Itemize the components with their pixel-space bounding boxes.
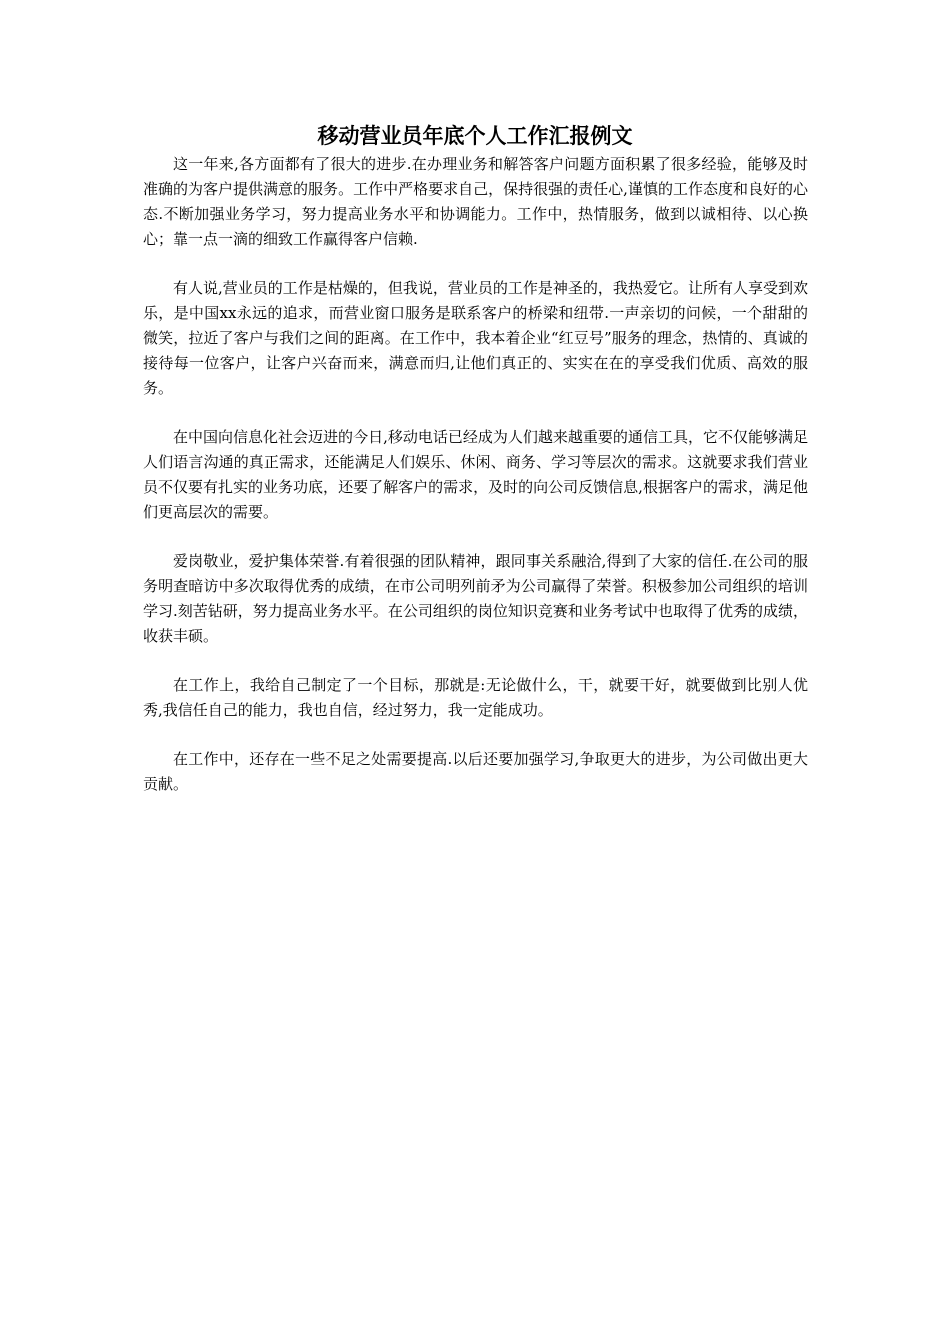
- paragraph-3: 在中国向信息化社会迈进的今日,移动电话已经成为人们越来越重要的通信工具，它不仅能够满足人们语言沟通的真正需求，还能满足人们娱乐、休闲、商务、学习等层次的需求。这就要求我们营业员不仅要有扎实的业务功底，还要了解客户的需求，及时的向公司反馈信息,根据客户的需求，满足他们更高层次的需要。: [143, 428, 808, 521]
- paragraph-1: 这一年来,各方面都有了很大的进步.在办理业务和解答客户问题方面积累了很多经验，能够及时准确的为客户提供满意的服务。工作中严格要求自己，保持很强的责任心,谨慎的工作态度和良好的心态.不断加强业务学习，努力提高业务水平和协调能力。工作中，热情服务，做到以诚相待、以心换心；靠一点一滴的细致工作赢得客户信赖.: [143, 155, 808, 248]
- paragraph-5: 在工作上，我给自己制定了一个目标，那就是:无论做什么，干，就要干好，就要做到比别人优秀,我信任自己的能力，我也自信，经过努力，我一定能成功。: [143, 676, 808, 719]
- paragraph-2: 有人说,营业员的工作是枯燥的，但我说，营业员的工作是神圣的，我热爱它。让所有人享受到欢乐，是中国xx永远的追求，而营业窗口服务是联系客户的桥梁和纽带.一声亲切的问候，一个甜甜的微笑，拉近了客户与我们之间的距离。在工作中，我本着企业“红豆号”服务的理念，热情的、真诚的接待每一位客户，让客户兴奋而来，满意而归,让他们真正的、实实在在的享受我们优质、高效的服务。: [143, 279, 808, 397]
- document-title: 移动营业员年底个人工作汇报例文: [317, 123, 633, 148]
- paragraph-6: 在工作中，还存在一些不足之处需要提高.以后还要加强学习,争取更大的进步，为公司做出更大贡献。: [143, 750, 808, 793]
- paragraph-4: 爱岗敬业，爱护集体荣誉.有着很强的团队精神，跟同事关系融洽,得到了大家的信任.在公司的服务明查暗访中多次取得优秀的成绩，在市公司明列前矛为公司赢得了荣誉。积极参加公司组织的培训学习.刻苦钻研，努力提高业务水平。在公司组织的岗位知识竞赛和业务考试中也取得了优秀的成绩，收获丰硕。: [143, 552, 808, 645]
- document-body: [143, 152, 808, 821]
